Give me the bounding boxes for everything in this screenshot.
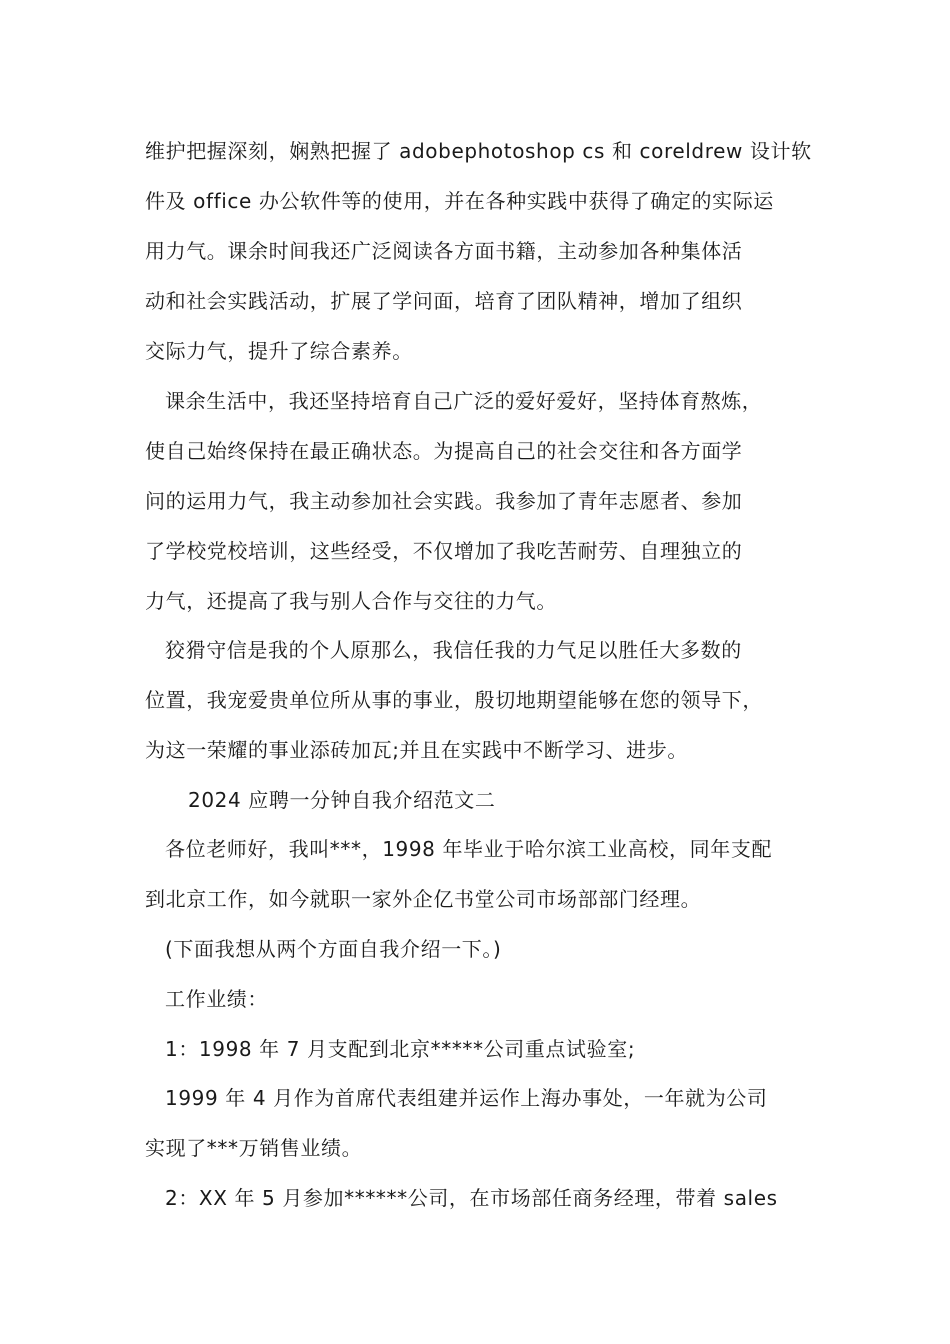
paragraph-line: 问的运用力气，我主动参加社会实践。我参加了青年志愿者、参加 xyxy=(145,489,743,513)
paragraph-line: (下面我想从两个方面自我介绍一下。) xyxy=(165,937,502,961)
paragraph-line: 力气，还提高了我与别人合作与交往的力气。 xyxy=(145,589,557,613)
paragraph-line: 交际力气，提升了综合素养。 xyxy=(145,339,413,363)
section-heading: 2024 应聘一分钟自我介绍范文二 xyxy=(188,788,496,812)
paragraph-line: 为这一荣耀的事业添砖加瓦;并且在实践中不断学习、进步。 xyxy=(145,738,688,762)
paragraph-line: 工作业绩： xyxy=(165,987,268,1011)
paragraph-line: 了学校党校培训，这些经受，不仅增加了我吃苦耐劳、自理独立的 xyxy=(145,539,743,563)
paragraph-line: 位置，我宠爱贵单位所从事的事业，殷切地期望能够在您的领导下， xyxy=(145,688,763,712)
paragraph-line: 用力气。课余时间我还广泛阅读各方面书籍，主动参加各种集体活 xyxy=(145,239,743,263)
paragraph-line: 1：1998 年 7 月支配到北京*****公司重点试验室; xyxy=(165,1037,636,1061)
paragraph-line: 1999 年 4 月作为首席代表组建并运作上海办事处，一年就为公司 xyxy=(165,1086,768,1110)
paragraph-line: 各位老师好，我叫***，1998 年毕业于哈尔滨工业高校，同年支配 xyxy=(165,837,773,861)
paragraph-line: 维护把握深刻，娴熟把握了 adobephotoshop cs 和 coreldrew 设计软 xyxy=(145,139,812,163)
paragraph-line: 动和社会实践活动，扩展了学问面，培育了团队精神，增加了组织 xyxy=(145,289,743,313)
paragraph-line: 到北京工作，如今就职一家外企亿书堂公司市场部部门经理。 xyxy=(145,887,702,911)
paragraph-line: 2：XX 年 5 月参加******公司，在市场部任商务经理，带着 sales xyxy=(165,1186,778,1210)
paragraph-line: 件及 office 办公软件等的使用，并在各种实践中获得了确定的实际运 xyxy=(145,189,774,213)
paragraph-line: 课余生活中，我还坚持培育自己广泛的爱好爱好，坚持体育熬炼， xyxy=(165,389,763,413)
paragraph-line: 实现了***万销售业绩。 xyxy=(145,1136,363,1160)
paragraph-line: 使自己始终保持在最正确状态。为提高自己的社会交往和各方面学 xyxy=(145,439,743,463)
paragraph-line: 狡猾守信是我的个人原那么，我信任我的力气足以胜任大多数的 xyxy=(165,638,742,662)
